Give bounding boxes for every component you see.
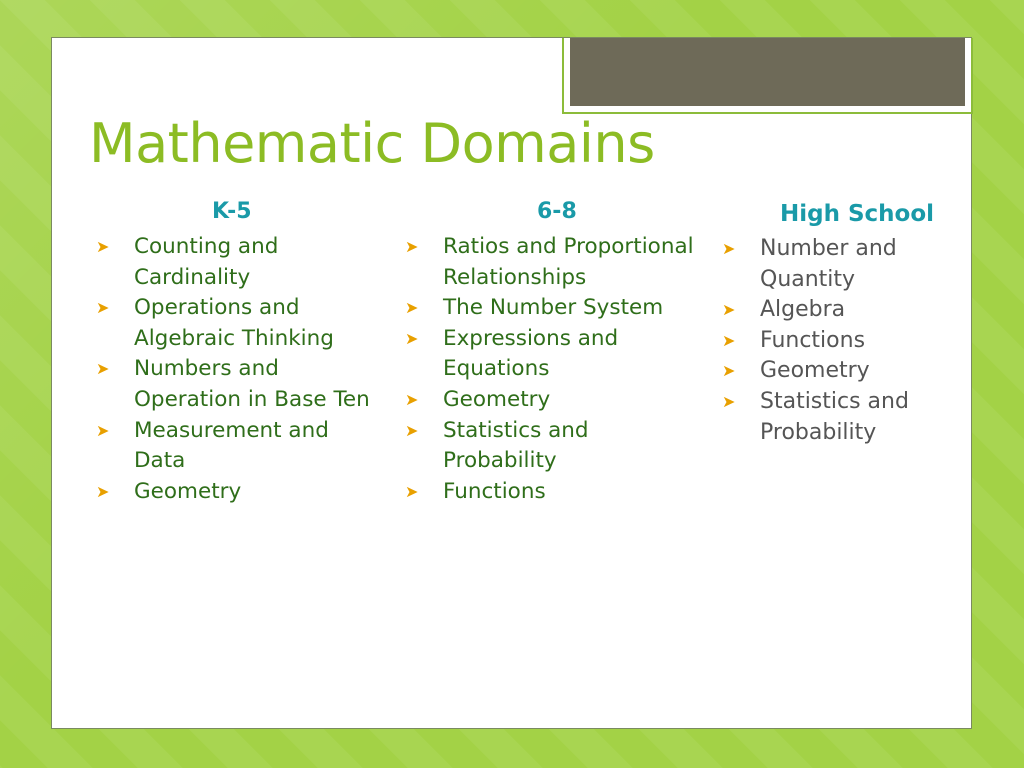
column-k5 bbox=[96, 198, 376, 507]
arrow-bullet-icon: ➤ bbox=[722, 391, 736, 411]
arrow-bullet-icon: ➤ bbox=[405, 237, 419, 256]
list-item: ➤ Geometry bbox=[722, 356, 962, 387]
list-item: ➤ The Number System bbox=[405, 293, 705, 324]
column-6-8 bbox=[405, 198, 705, 507]
arrow-bullet-icon: ➤ bbox=[722, 361, 736, 381]
arrow-bullet-icon: ➤ bbox=[405, 481, 419, 501]
column-heading-high-school: High School bbox=[780, 201, 935, 227]
arrow-bullet-icon: ➤ bbox=[96, 359, 110, 379]
arrow-bullet-icon: ➤ bbox=[722, 300, 736, 320]
list-item: ➤ Geometry bbox=[96, 477, 376, 508]
arrow-bullet-icon: ➤ bbox=[405, 420, 419, 440]
slide-title: Mathematic Domains bbox=[89, 112, 655, 175]
arrow-bullet-icon: ➤ bbox=[722, 330, 736, 350]
arrow-bullet-icon: ➤ bbox=[722, 239, 736, 258]
column-heading-6-8: 6-8 bbox=[537, 199, 577, 224]
top-decorative-block bbox=[570, 38, 965, 106]
arrow-bullet-icon: ➤ bbox=[405, 328, 419, 348]
list-item: ➤ Numbers and Operation in Base Ten bbox=[96, 356, 370, 412]
list-item: ➤ Measurement and Data bbox=[96, 417, 329, 474]
list-item: ➤ Geometry bbox=[405, 385, 705, 416]
list-item: ➤ Statistics and Probability bbox=[722, 388, 909, 445]
top-decorative-tab bbox=[562, 38, 973, 114]
arrow-bullet-icon: ➤ bbox=[405, 298, 419, 318]
list-item: ➤ Statistics and Probability bbox=[405, 417, 589, 474]
arrow-bullet-icon: ➤ bbox=[96, 298, 110, 318]
arrow-bullet-icon: ➤ bbox=[96, 237, 110, 256]
arrow-bullet-icon: ➤ bbox=[96, 420, 110, 440]
list-item: ➤ Ratios and Proportional Relationships bbox=[405, 234, 694, 290]
bullet-list-high-school bbox=[722, 234, 962, 448]
list-item: ➤ Expressions and Equations bbox=[405, 325, 619, 382]
list-item: ➤ Number and Quantity bbox=[722, 236, 897, 292]
list-item: ➤ Algebra bbox=[722, 295, 962, 326]
column-high-school bbox=[722, 200, 962, 448]
arrow-bullet-icon: ➤ bbox=[96, 481, 110, 501]
list-item: ➤ Operations and Algebraic Thinking bbox=[96, 295, 334, 351]
list-item: ➤ Counting and Cardinality bbox=[96, 234, 279, 290]
bullet-list-6-8 bbox=[405, 232, 705, 507]
list-item: ➤ Functions bbox=[405, 477, 705, 508]
bullet-list-k5 bbox=[96, 232, 376, 507]
column-heading-k5: K-5 bbox=[212, 199, 252, 224]
list-item: ➤ Functions bbox=[722, 326, 962, 357]
arrow-bullet-icon: ➤ bbox=[405, 389, 419, 409]
